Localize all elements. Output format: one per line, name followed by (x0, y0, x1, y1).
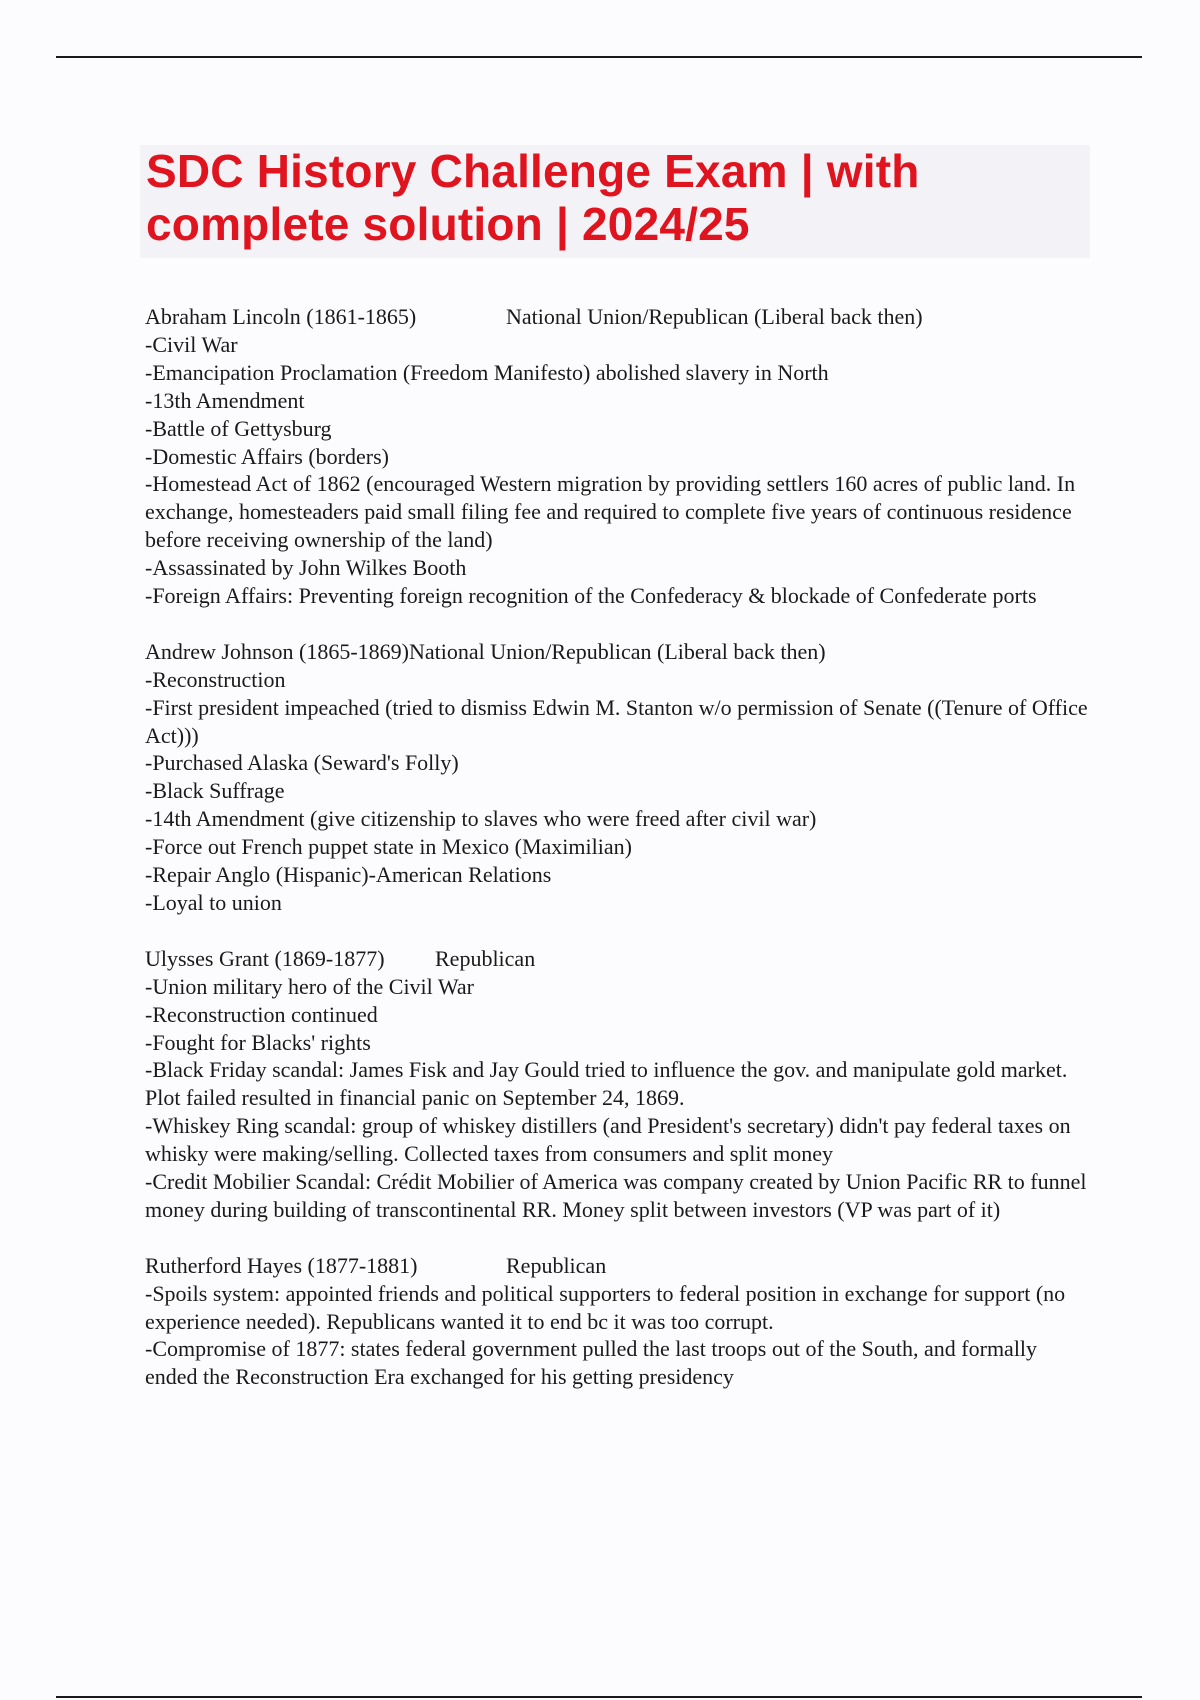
section-johnson (145, 638, 1090, 917)
list-item: -Reconstruction (145, 666, 286, 692)
list-item: -Compromise of 1877: states federal government pulled the last troops out of the South, and formally ended the Reconstruction Era exchanged for his getting presidency (145, 1336, 1038, 1390)
list-item: -Credit Mobilier Scandal: Crédit Mobilier of America was company created by Union Pacific RR to funnel money during building of transcontinental RR. Money split between investors (VP was part of it) (145, 1169, 1087, 1222)
president-name: Andrew Johnson (1865-1869) (145, 638, 409, 664)
list-item: -Black Suffrage (145, 778, 285, 804)
list-item: -Domestic Affairs (borders) (145, 443, 389, 469)
list-item: -Spoils system: appointed friends and political supporters to federal position in exchange for support (no experience needed). Republicans wanted it to end bc it was too corrupt. (145, 1280, 1066, 1334)
list-item: -Purchased Alaska (Seward's Folly) (145, 750, 459, 776)
list-item: -Fought for Blacks' rights (145, 1029, 371, 1055)
list-item: -Loyal to union (145, 890, 282, 916)
list-item: -Black Friday scandal: James Fisk and Jay Gould tried to influence the gov. and manipulate gold market. Plot failed resulted in financial panic on September 24, 1869. (145, 1057, 1068, 1111)
document-title (146, 145, 1084, 251)
party-name: Republican (435, 945, 536, 971)
list-item: -Repair Anglo (Hispanic)-American Relations (145, 862, 552, 888)
list-item: -14th Amendment (give citizenship to slaves who were freed after civil war) (145, 806, 817, 832)
section-grant (145, 945, 1090, 1224)
section-hayes (145, 1252, 1090, 1392)
list-item: -Homestead Act of 1862 (encouraged Western migration by providing settlers 160 acres of public land. In exchange, homesteaders paid small filing fee and required to complete five years of continuous residence before receiving ownership of the land) (145, 471, 1076, 553)
list-item: -Assassinated by John Wilkes Booth (145, 555, 467, 581)
list-item: -Force out French puppet state in Mexico (Maximilian) (145, 834, 632, 860)
section-heading (145, 638, 1090, 666)
bottom-rule (56, 1696, 1142, 1698)
list-item: -Civil War (145, 331, 238, 357)
list-item: -Foreign Affairs: Preventing foreign recognition of the Confederacy & blockade of Confederate ports (145, 583, 1037, 609)
list-item: -Reconstruction continued (145, 1001, 378, 1027)
party-name: National Union/Republican (Liberal back then) (506, 304, 923, 329)
list-item: -Union military hero of the Civil War (145, 973, 474, 999)
document-body (145, 303, 1090, 1419)
title-banner (140, 145, 1090, 258)
list-item: -Battle of Gettysburg (145, 415, 332, 441)
section-lincoln (145, 303, 1090, 610)
section-heading (145, 303, 1090, 331)
party-name: Republican (506, 1252, 607, 1278)
list-item: -13th Amendment (145, 387, 305, 413)
title-line-1: SDC History Challenge Exam | with (146, 145, 920, 197)
president-name: Abraham Lincoln (1861-1865) (145, 304, 417, 329)
section-heading (145, 1252, 1090, 1280)
title-line-2: complete solution | 2024/25 (146, 198, 750, 250)
party-name: National Union/Republican (Liberal back then) (408, 638, 826, 664)
president-name: Ulysses Grant (1869-1877) (145, 945, 385, 971)
list-item: -First president impeached (tried to dismiss Edwin M. Stanton w/o permission of Senate ((Tenure of Office Act))) (145, 694, 1088, 748)
top-rule (56, 56, 1142, 58)
list-item: -Whiskey Ring scandal: group of whiskey distillers (and President's secretary) didn't pay federal taxes on whisky were making/selling. Collected taxes from consumers and split money (145, 1113, 1071, 1167)
section-heading (145, 945, 1090, 973)
list-item: -Emancipation Proclamation (Freedom Manifesto) abolished slavery in North (145, 359, 829, 385)
president-name: Rutherford Hayes (1877-1881) (145, 1252, 418, 1278)
